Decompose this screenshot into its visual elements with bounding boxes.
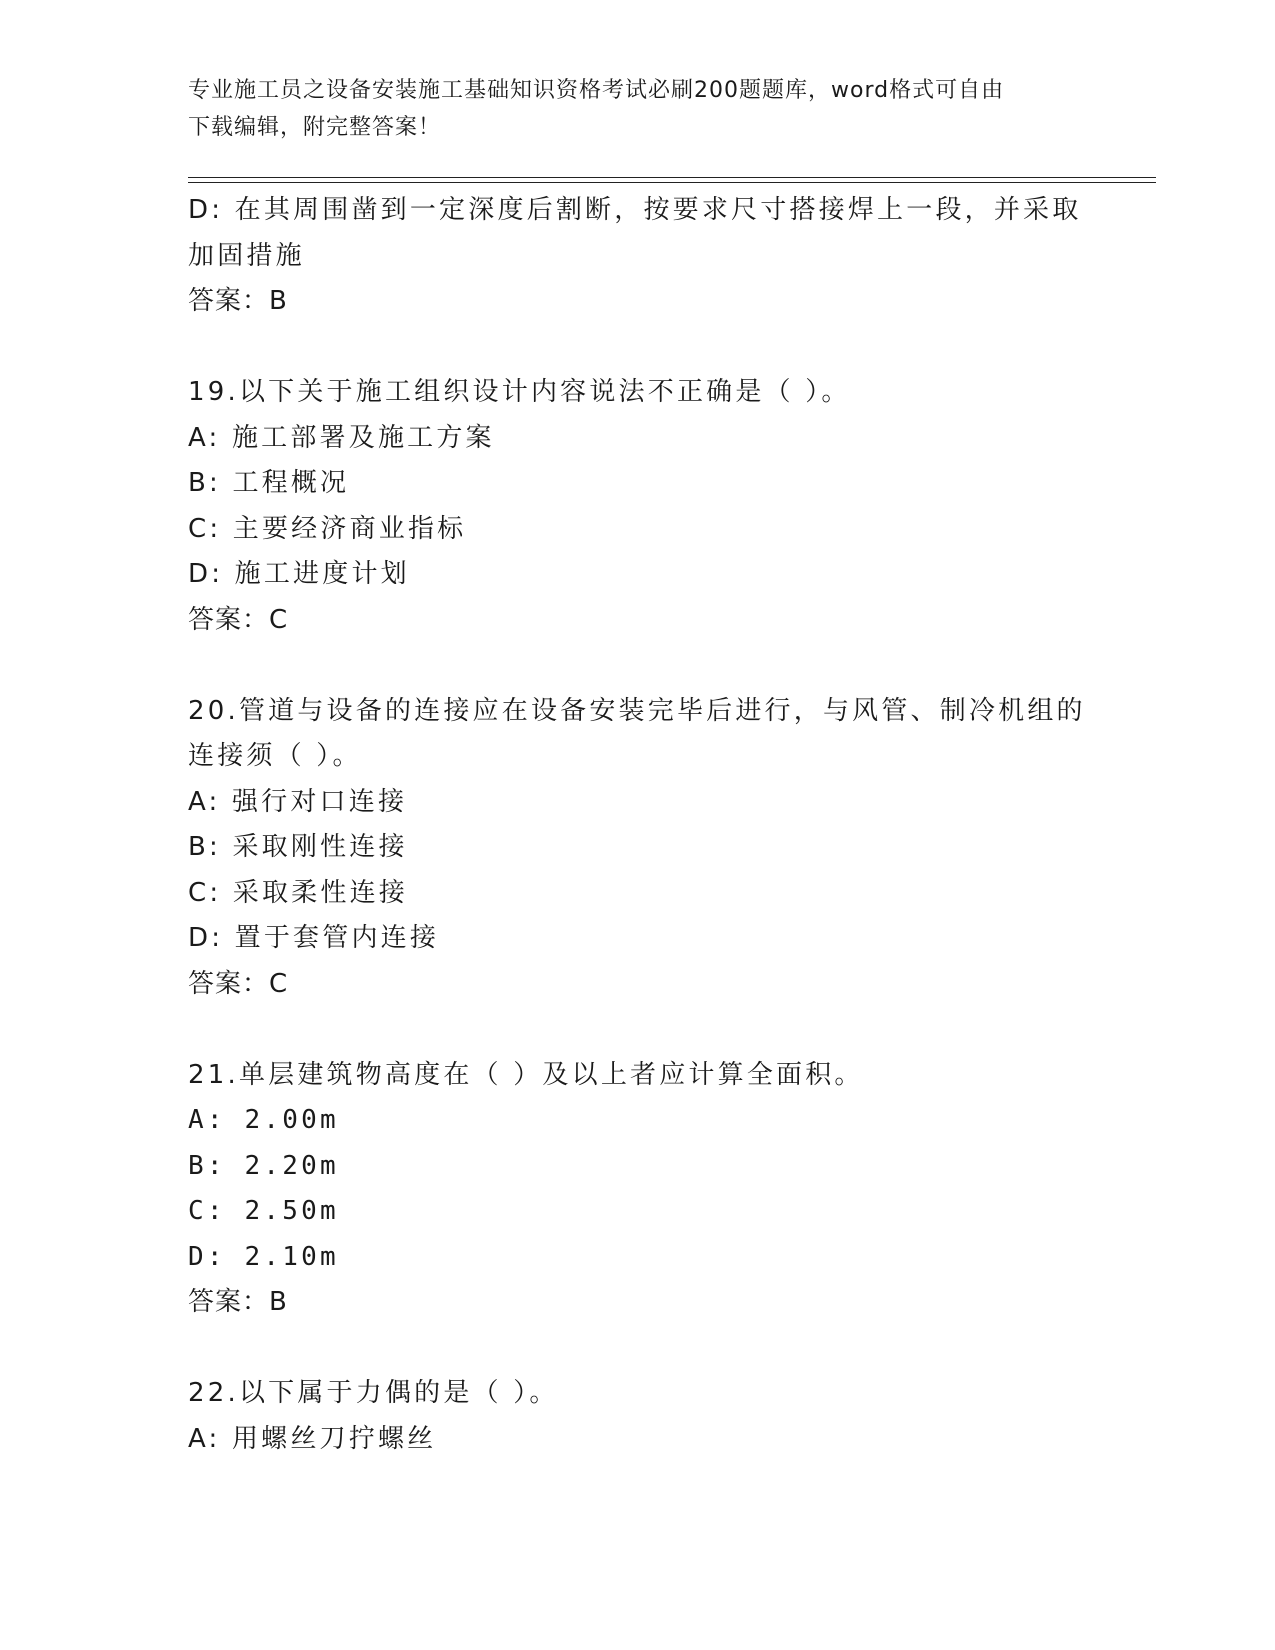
option-d: D: 置于套管内连接 xyxy=(188,923,440,953)
spacer xyxy=(188,1326,1088,1372)
question-20 xyxy=(188,689,1088,1008)
option-a: A: 施工部署及施工方案 xyxy=(188,422,495,453)
option-a: A: 强行对口连接 xyxy=(188,786,408,817)
question-18-tail xyxy=(188,188,1088,325)
question-stem: 19.以下关于施工组织设计内容说法不正确是（ ）。 xyxy=(188,377,851,407)
option-d: D: 2.10m xyxy=(188,1241,339,1272)
spacer xyxy=(188,1007,1088,1053)
question-21 xyxy=(188,1053,1088,1326)
question-stem: 22.以下属于力偶的是（ ）。 xyxy=(188,1378,559,1408)
question-list xyxy=(188,188,1088,1462)
option-b: B: 2.20m xyxy=(188,1150,339,1181)
spacer xyxy=(188,643,1088,689)
option-a: A: 2.00m xyxy=(188,1105,339,1135)
question-22 xyxy=(188,1371,1088,1462)
question-19 xyxy=(188,370,1088,643)
answer: 答案：C xyxy=(188,604,289,635)
document-header xyxy=(188,72,1088,146)
option-c: C: 主要经济商业指标 xyxy=(188,513,467,544)
option-d-continued: 加固措施 xyxy=(188,240,305,271)
option-b: B: 采取刚性连接 xyxy=(188,832,408,862)
option-a: A: 用螺丝刀拧螺丝 xyxy=(188,1423,437,1454)
option-b: B: 工程概况 xyxy=(188,468,350,498)
option-d: D: 在其周围凿到一定深度后割断，按要求尺寸搭接焊上一段，并采取 xyxy=(188,195,1082,225)
option-d: D: 施工进度计划 xyxy=(188,559,410,589)
spacer xyxy=(188,325,1088,371)
question-stem: 20.管道与设备的连接应在设备安装完毕后进行，与风管、制冷机组的 xyxy=(188,695,1086,726)
question-stem: 21.单层建筑物高度在（ ）及以上者应计算全面积。 xyxy=(188,1059,864,1090)
answer: 答案：B xyxy=(188,1287,288,1317)
answer: 答案：B xyxy=(188,286,288,316)
header-line-1: 专业施工员之设备安装施工基础知识资格考试必刷200题题库，word格式可自由 xyxy=(188,78,1005,103)
option-c: C: 采取柔性连接 xyxy=(188,877,408,908)
answer: 答案：C xyxy=(188,968,289,999)
question-stem-continued: 连接须（ ）。 xyxy=(188,741,362,771)
header-divider-top xyxy=(188,177,1156,178)
header-line-2: 下载编辑，附完整答案！ xyxy=(188,115,442,140)
option-c: C: 2.50m xyxy=(188,1196,339,1226)
header-divider-bottom xyxy=(188,182,1156,183)
